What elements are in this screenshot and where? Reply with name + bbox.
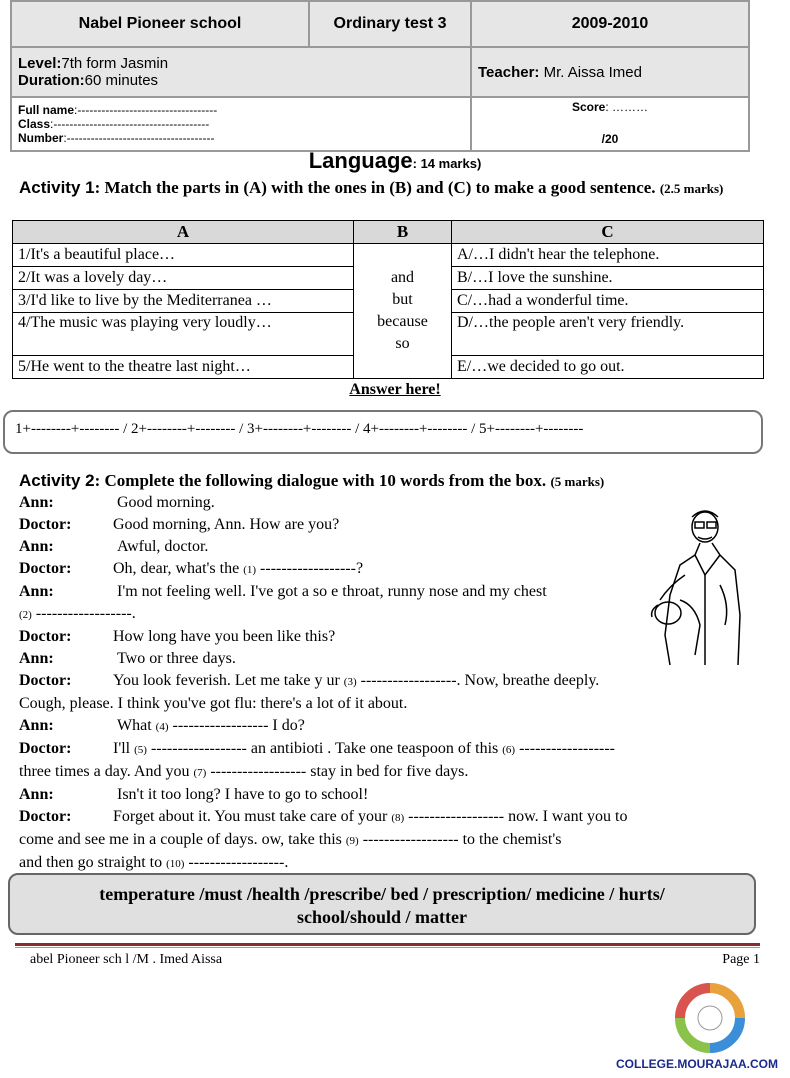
blank-field[interactable]: ------------------ I do? — [168, 717, 305, 734]
word-box: temperature /must /health /prescribe/ bed / prescription/ medicine / hurts/ school/should / matter — [8, 873, 756, 935]
student-info-cell: Full name:----------------------------------- Class:--------------------------------------- Number:------------------------------------- — [11, 97, 471, 151]
activity2-instructions: Activity 2: Complete the following dialogue with 10 words from the box. (5 marks) — [19, 471, 605, 490]
blank-field[interactable]: ------------------ an antibioti . Take one teaspoon of this — [146, 740, 499, 757]
page-number: Page 1 — [722, 952, 760, 967]
col-c-item: B/…I love the sunshine. — [452, 267, 764, 290]
blank-number: (7) — [193, 767, 207, 779]
dialogue-text: Forget about it. You must take care of your — [113, 808, 388, 825]
speaker-label: Doctor: — [19, 808, 72, 825]
dialogue-text: Good morning. — [117, 494, 215, 511]
col-c-item: A/…I didn't hear the telephone. — [452, 244, 764, 267]
dialogue-line — [19, 738, 759, 761]
blank-number: (4) — [155, 721, 169, 733]
school-year: 2009-2010 — [471, 1, 749, 47]
dialogue-line — [19, 784, 759, 806]
dialogue-line — [19, 829, 759, 852]
school-name: Nabel Pioneer school — [11, 1, 309, 47]
dialogue-text: three times a day. And you — [19, 763, 190, 780]
activity1-instructions: Activity 1: Match the parts in (A) with the ones in (B) and (C) to make a good sentence. (2.5 marks) — [19, 178, 724, 197]
fullname-field[interactable]: :----------------------------------- — [74, 103, 218, 117]
col-a-item: 1/It's a beautiful place… — [13, 244, 354, 267]
speaker-label: Ann: — [19, 494, 54, 511]
blank-field[interactable]: ------------------. — [31, 605, 136, 622]
teacher-cell: Teacher: Mr. Aissa Imed — [471, 47, 749, 97]
speaker-label: Ann: — [19, 650, 54, 667]
site-logo — [660, 970, 760, 1055]
dialogue-text: Isn't it too long? I have to go to school! — [117, 786, 369, 803]
blank-number: (3) — [343, 676, 357, 688]
col-a-item: 4/The music was playing very loudly… — [13, 313, 354, 356]
dialogue-text: Two or three days. — [117, 650, 236, 667]
class-field[interactable]: :--------------------------------------- — [50, 117, 210, 131]
header-table — [10, 0, 750, 152]
blank-number: (6) — [502, 744, 516, 756]
footer-text: abel Pioneer sch l /M . Imed Aissa — [30, 952, 223, 967]
blank-number: (5) — [134, 744, 147, 756]
blank-field[interactable]: ------------------ now. I want you to — [404, 808, 628, 825]
dialogue-line — [19, 715, 759, 738]
blank-number: (1) — [243, 564, 257, 576]
dialogue-text: Awful, doctor. — [117, 538, 209, 555]
speaker-label: Ann: — [19, 717, 54, 734]
speaker-label: Ann: — [19, 786, 54, 803]
blank-field[interactable]: ------------------. Now, breathe deeply. — [356, 672, 600, 689]
dialogue-text: Good morning, Ann. How are you? — [113, 516, 340, 533]
col-a-item: 2/It was a lovely day… — [13, 267, 354, 290]
col-c-item: E/…we decided to go out. — [452, 356, 764, 379]
matching-table: A B C 1/It's a beautiful place… and but because so A/…I didn't hear the telephone. 2/It was a lovely day… B/…I love the sunshine. 3/I'd like to live by the Mediterranea … C/…had a wonderful time. 4/The music was playing very loudly… D/…the people aren't very friendly. 5/He went to the theatre last night… E/…we decided to go out. — [12, 220, 764, 379]
col-b-connectors: and but because so — [354, 244, 452, 379]
speaker-label: Ann: — [19, 538, 54, 555]
speaker-label: Doctor: — [19, 628, 72, 645]
dialogue-text: Oh, dear, what's the — [113, 560, 240, 577]
blank-field[interactable]: ------------------. — [184, 854, 289, 871]
speaker-label: Doctor: — [19, 740, 72, 757]
col-c-item: D/…the people aren't very friendly. — [452, 313, 764, 356]
dialogue-text: I'm not feeling well. I've got a so e throat, runny nose and my chest — [117, 583, 547, 600]
footer-divider-thin — [15, 947, 760, 948]
dialogue-text: Cough, please. I think you've got flu: there's a lot of it about. — [19, 695, 408, 712]
dialogue-line — [19, 670, 759, 693]
site-url[interactable]: COLLEGE.MOURAJAA.COM — [616, 1057, 778, 1071]
dialogue-text: come and see me in a couple of days. ow, take this — [19, 831, 342, 848]
col-a-item: 5/He went to the theatre last night… — [13, 356, 354, 379]
dialogue-line — [19, 761, 759, 784]
doctor-illustration — [640, 505, 750, 670]
dialogue-text: I'll — [113, 740, 131, 757]
dialogue-text: What — [117, 717, 152, 734]
blank-field[interactable]: ------------------? — [256, 560, 364, 577]
score-cell: Score: ……… /20 — [471, 97, 749, 151]
dialogue-line — [19, 806, 759, 829]
blank-number: (9) — [345, 835, 359, 847]
blank-number: (8) — [391, 812, 405, 824]
dialogue-line — [19, 852, 759, 875]
blank-field[interactable]: ------------------ stay in bed for five days. — [206, 763, 469, 780]
dialogue-line — [19, 693, 759, 715]
dialogue-text: You look feverish. Let me take y ur — [113, 672, 340, 689]
blank-number: (2) — [19, 609, 32, 621]
blank-field[interactable]: ------------------ — [515, 740, 615, 757]
blank-number: (10) — [166, 858, 185, 870]
footer-divider — [15, 943, 760, 946]
answer-line[interactable]: 1+--------+-------- / 2+--------+-------- / 3+--------+-------- / 4+--------+-------- / 5+--------+-------- — [15, 421, 584, 437]
col-a-item: 3/I'd like to live by the Mediterranea … — [13, 290, 354, 313]
level-duration-cell: Level:7th form Jasmin Duration:60 minutes — [11, 47, 471, 97]
dialogue-text: and then go straight to — [19, 854, 163, 871]
blank-field[interactable]: ------------------ to the chemist's — [358, 831, 562, 848]
col-c-item: C/…had a wonderful time. — [452, 290, 764, 313]
speaker-label: Ann: — [19, 583, 54, 600]
answer-box[interactable] — [3, 410, 763, 454]
speaker-label: Doctor: — [19, 560, 72, 577]
speaker-label: Doctor: — [19, 516, 72, 533]
answer-title: Answer here! — [349, 381, 441, 398]
dialogue-text: How long have you been like this? — [113, 628, 336, 645]
test-name: Ordinary test 3 — [309, 1, 471, 47]
speaker-label: Doctor: — [19, 672, 72, 689]
number-field[interactable]: :------------------------------------- — [63, 131, 215, 145]
section-title: Language: 14 marks) — [308, 148, 482, 173]
